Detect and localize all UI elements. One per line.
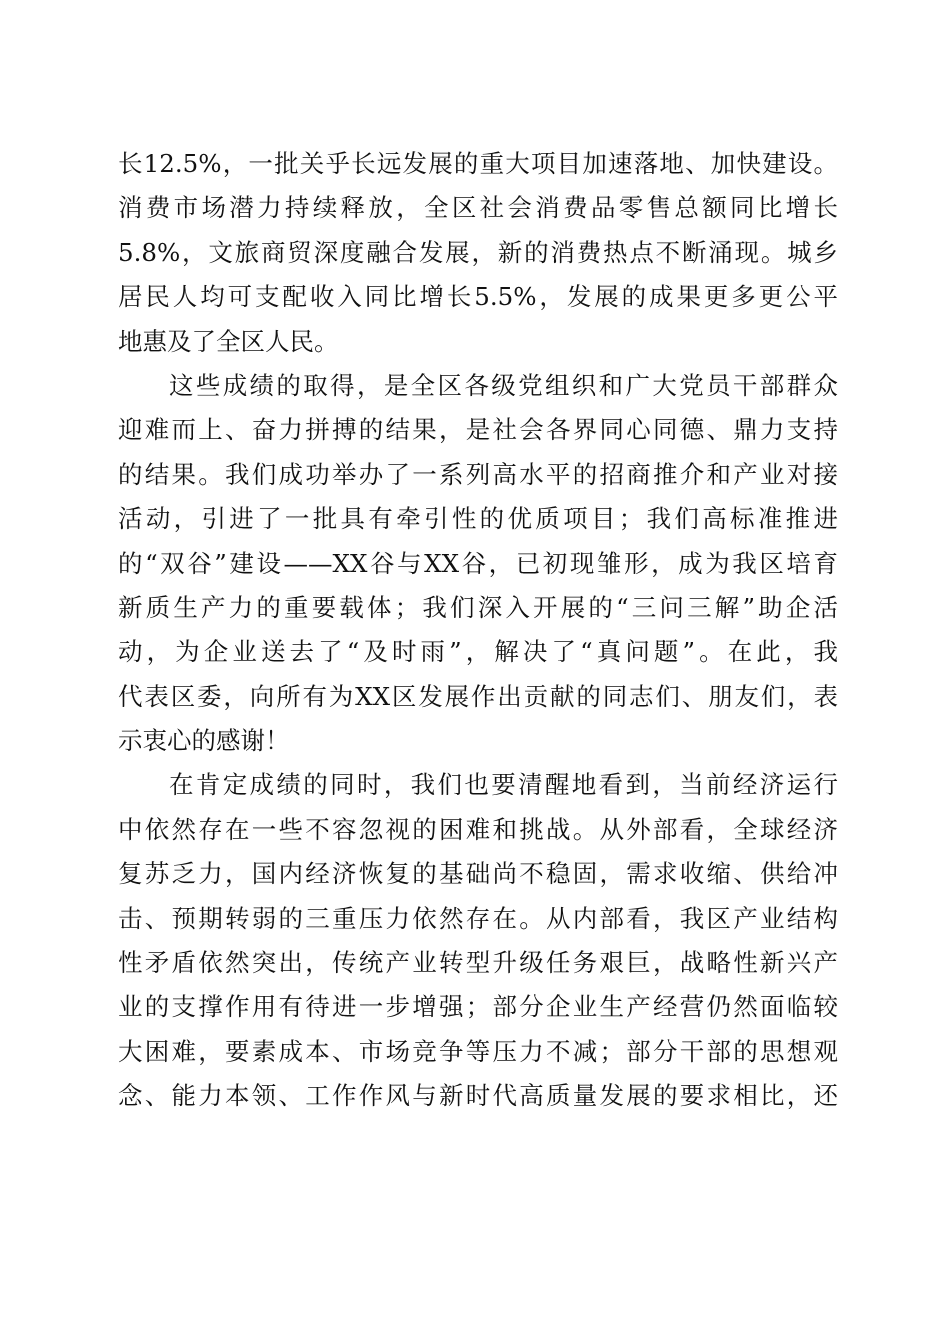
text-line: 性矛盾依然突出，传统产业转型升级任务艰巨，战略性新兴产 xyxy=(118,948,838,978)
text-line: 代表区委，向所有为XX区发展作出贡献的同志们、朋友们，表 xyxy=(118,681,838,711)
text-line: 的结果。我们成功举办了一系列高水平的招商推介和产业对接 xyxy=(118,459,838,489)
text-line: 复苏乏力，国内经济恢复的基础尚不稳固，需求收缩、供给冲 xyxy=(118,859,838,889)
paragraph-3 xyxy=(118,763,838,1118)
text-line: 念、能力本领、工作作风与新时代高质量发展的要求相比，还 xyxy=(118,1081,838,1111)
text-line: 居民人均可支配收入同比增长5.5%，发展的成果更多更公平 xyxy=(118,282,838,312)
text-line: 示衷心的感谢！ xyxy=(118,726,290,756)
text-line: 地惠及了全区人民。 xyxy=(118,326,339,356)
body-text xyxy=(118,142,838,1119)
paragraph-1 xyxy=(118,142,838,364)
paragraph-2 xyxy=(118,364,838,764)
text-line: 大困难，要素成本、市场竞争等压力不减；部分干部的思想观 xyxy=(118,1036,838,1066)
text-line: 中依然存在一些不容忽视的困难和挑战。从外部看，全球经济 xyxy=(118,814,838,844)
text-line: 活动，引进了一批具有牵引性的优质项目；我们高标准推进 xyxy=(118,504,838,534)
text-line: 长12.5%，一批关乎长远发展的重大项目加速落地、加快建设。 xyxy=(118,149,838,178)
text-line: 业的支撑作用有待进一步增强；部分企业生产经营仍然面临较 xyxy=(118,992,838,1022)
text-line: 的“双谷”建设——XX谷与XX谷，已初现雏形，成为我区培育 xyxy=(118,548,838,578)
text-line: 在肯定成绩的同时，我们也要清醒地看到，当前经济运行 xyxy=(169,770,838,800)
text-line: 这些成绩的取得，是全区各级党组织和广大党员干部群众 xyxy=(169,370,838,400)
text-line: 迎难而上、奋力拼搏的结果，是社会各界同心同德、鼎力支持 xyxy=(118,415,838,445)
text-line: 击、预期转弱的三重压力依然存在。从内部看，我区产业结构 xyxy=(118,903,838,933)
text-line: 消费市场潜力持续释放，全区社会消费品零售总额同比增长 xyxy=(118,193,838,223)
text-line: 5.8%，文旅商贸深度融合发展，新的消费热点不断涌现。城乡 xyxy=(118,237,838,267)
text-line: 新质生产力的重要载体；我们深入开展的“三问三解”助企活 xyxy=(118,592,838,622)
text-line: 动，为企业送去了“及时雨”，解决了“真问题”。在此，我 xyxy=(118,637,838,667)
